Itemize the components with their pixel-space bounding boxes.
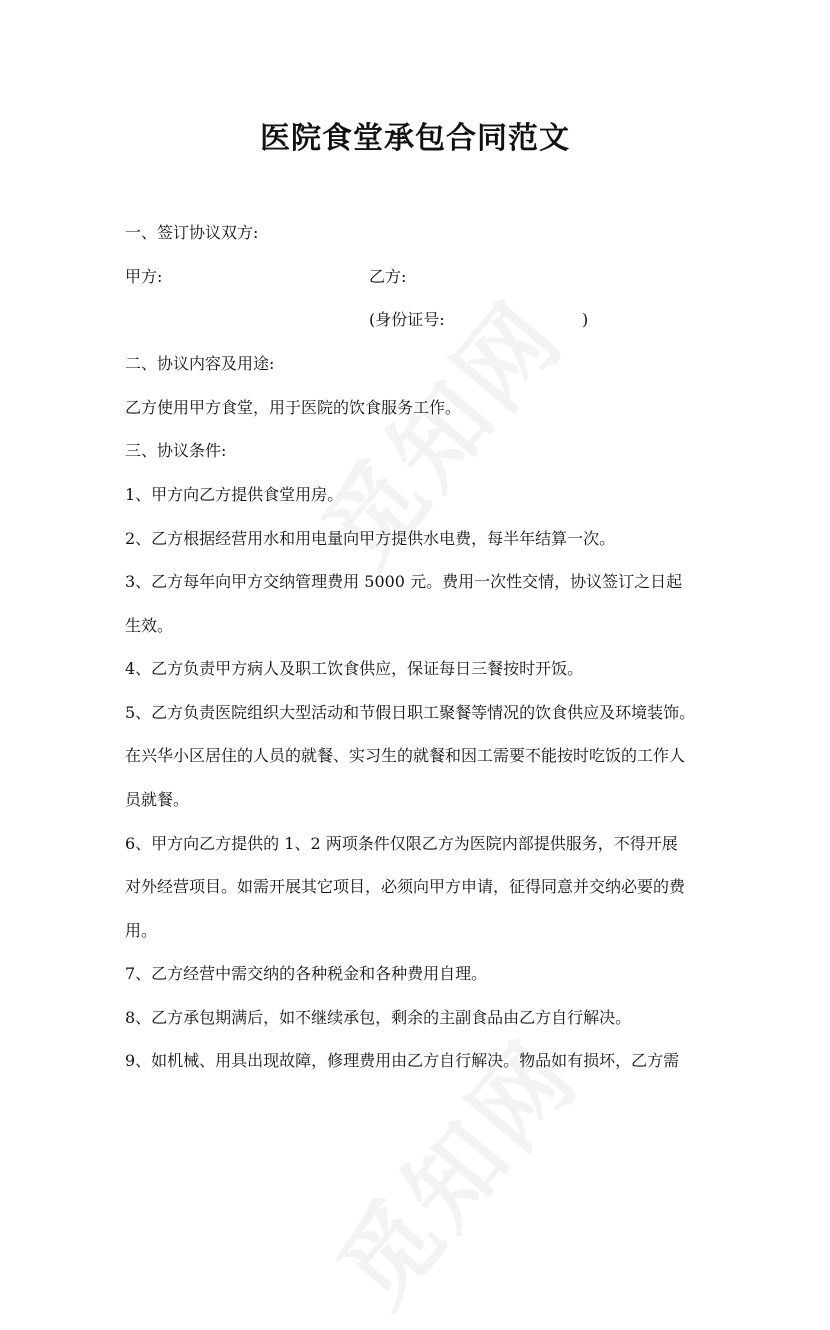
clause-line: 2、乙方根据经营用水和用电量向甲方提供水电费，每半年结算一次。 (125, 529, 616, 548)
clause-line: 6、甲方向乙方提供的 1、2 两项条件仅限乙方为医院内部提供服务，不得开展 (125, 834, 678, 853)
clause-line: 员就餐。 (125, 790, 190, 809)
clause-line: 4、乙方负责甲方病人及职工饮食供应，保证每日三餐按时开饭。 (125, 659, 584, 678)
id-number-close: ) (582, 310, 589, 329)
section-heading: 三、协议条件: (125, 441, 227, 460)
clause-line: 8、乙方承包期满后，如不继续承包，剩余的主副食品由乙方自行解决。 (125, 1008, 632, 1027)
clause-line: 7、乙方经营中需交纳的各种税金和各种费用自理。 (125, 964, 488, 983)
clause-line: 3、乙方每年向甲方交纳管理费用 5000 元。费用一次性交情，协议签订之日起 (125, 572, 683, 591)
party-b-label: 乙方: (369, 267, 407, 286)
clause-line: 生效。 (125, 616, 174, 635)
section-heading: 二、协议内容及用途: (125, 354, 275, 373)
clause-line: 9、如机械、用具出现故障，修理费用由乙方自行解决。物品如有损坏，乙方需 (125, 1051, 680, 1070)
clause-line: 1、甲方向乙方提供食堂用房。 (125, 485, 344, 504)
clause-line: 5、乙方负责医院组织大型活动和节假日职工聚餐等情况的饮食供应及环境装饰。 (125, 703, 696, 722)
section-heading: 一、签订协议双方: (125, 223, 259, 242)
paragraph-line: 乙方使用甲方食堂，用于医院的饮食服务工作。 (125, 398, 462, 417)
clause-line: 对外经营项目。如需开展其它项目，必须向甲方申请，征得同意并交纳必要的费 (125, 877, 686, 896)
clause-line: 在兴华小区居住的人员的就餐、实习生的就餐和因工需要不能按时吃饭的工作人 (125, 746, 686, 765)
id-number-label: (身份证号: (369, 310, 445, 329)
party-a-label: 甲方: (125, 267, 163, 286)
clause-line: 用。 (125, 921, 158, 940)
document-title: 医院食堂承包合同范文 (260, 121, 570, 156)
